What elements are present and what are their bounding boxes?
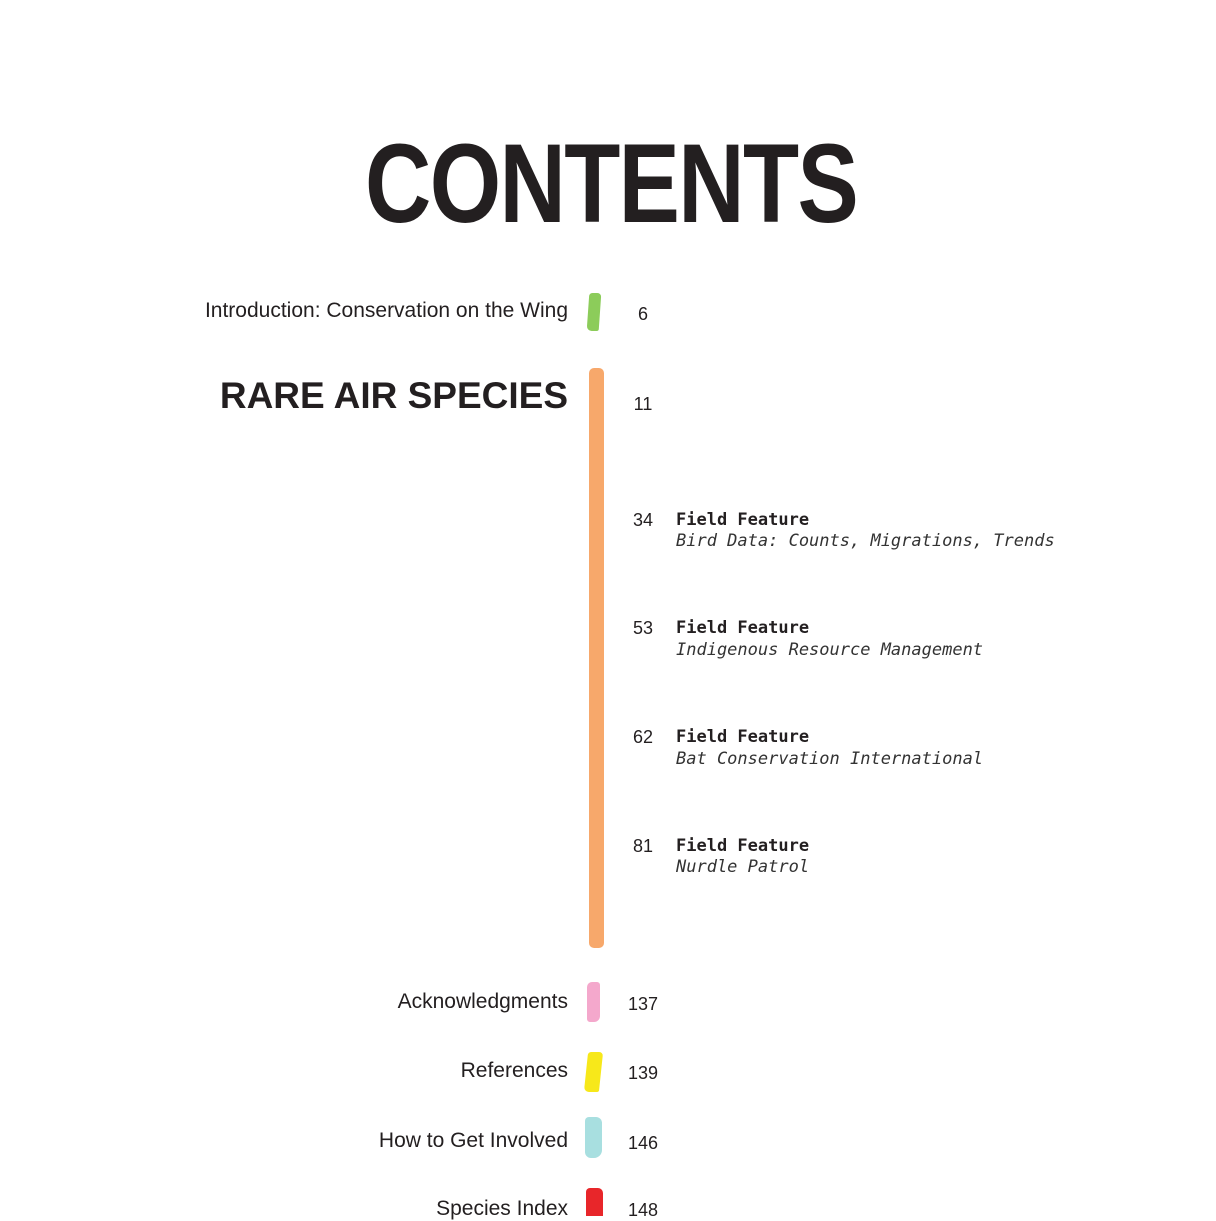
color-swatch-references bbox=[584, 1052, 603, 1092]
page-number-get-involved: 146 bbox=[627, 1133, 659, 1153]
page-number-references: 139 bbox=[627, 1063, 659, 1083]
toc-entry-get-involved[interactable]: How to Get Involved bbox=[378, 1129, 568, 1152]
page-number-section: 11 bbox=[633, 394, 653, 414]
toc-entry-references[interactable]: References bbox=[460, 1059, 568, 1082]
section-heading-rare-air-species[interactable]: RARE AIR SPECIES bbox=[219, 375, 568, 416]
color-swatch-introduction bbox=[587, 293, 602, 331]
page-number-acknowledgments: 137 bbox=[627, 994, 659, 1014]
page-number-feature-3: 62 bbox=[632, 727, 654, 747]
feature-title-2[interactable]: Field Feature bbox=[676, 618, 810, 638]
toc-entry-introduction[interactable]: Introduction: Conservation on the Wing bbox=[204, 299, 568, 322]
page-number-introduction: 6 bbox=[637, 304, 648, 324]
feature-subtitle-2: Indigenous Resource Management bbox=[676, 640, 984, 660]
color-swatch-get-involved bbox=[585, 1117, 602, 1158]
page-title: CONTENTS bbox=[365, 121, 858, 246]
color-swatch-acknowledgments bbox=[587, 982, 600, 1022]
feature-subtitle-1: Bird Data: Counts, Migrations, Trends bbox=[676, 531, 1055, 551]
page-number-feature-2: 53 bbox=[632, 618, 654, 638]
feature-subtitle-4: Nurdle Patrol bbox=[676, 857, 810, 877]
feature-subtitle-3: Bat Conservation International bbox=[676, 749, 984, 769]
color-swatch-species-index bbox=[586, 1188, 603, 1216]
toc-entry-acknowledgments[interactable]: Acknowledgments bbox=[397, 990, 568, 1013]
color-bar-rare-air-species bbox=[589, 368, 604, 948]
page-number-species-index: 148 bbox=[627, 1200, 659, 1220]
feature-title-4[interactable]: Field Feature bbox=[676, 836, 810, 856]
page-number-feature-1: 34 bbox=[632, 510, 654, 530]
toc-entry-species-index[interactable]: Species Index bbox=[436, 1197, 568, 1220]
feature-title-3[interactable]: Field Feature bbox=[676, 727, 810, 747]
feature-title-1[interactable]: Field Feature bbox=[676, 510, 810, 530]
page-number-feature-4: 81 bbox=[632, 836, 654, 856]
